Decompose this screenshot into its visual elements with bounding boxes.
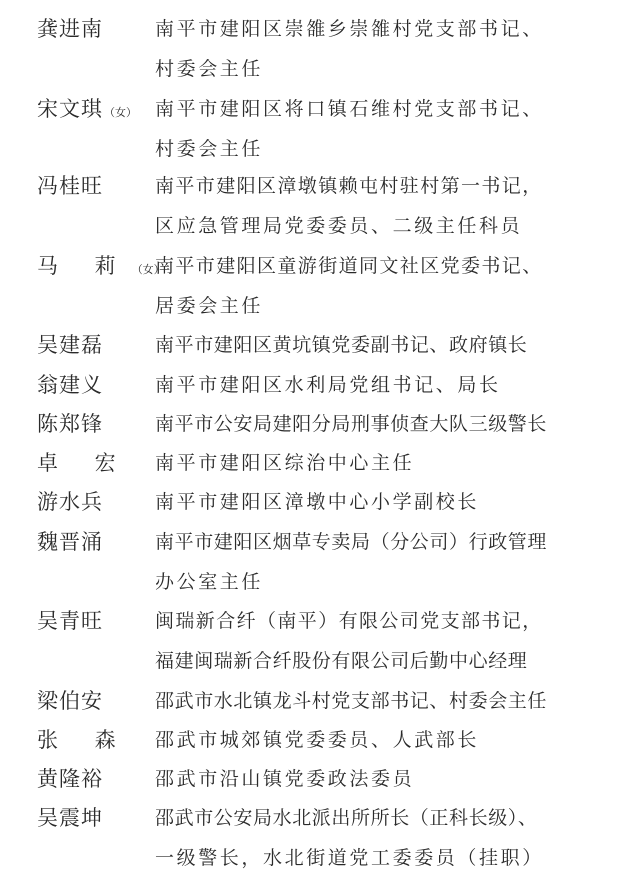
position-line: 村委会主任	[155, 58, 264, 80]
position-line: 南平市建阳区漳墩镇赖屯村驻村第一书记，	[155, 175, 543, 197]
position-description	[155, 443, 595, 483]
person-name	[37, 798, 103, 838]
person-name	[37, 681, 103, 721]
gender-note: （女）	[104, 106, 137, 119]
name-text: 宋文琪	[37, 97, 103, 121]
position-line: 邵武市沿山镇党委政法委员	[155, 768, 415, 790]
position-description	[155, 365, 595, 405]
position-line: 办公室主任	[155, 571, 264, 593]
position-description	[155, 681, 595, 721]
position-line: 闽瑞新合纤（南平）有限公司党支部书记，	[155, 610, 543, 632]
name-text: 卓 宏	[37, 451, 131, 475]
position-line: 南平市建阳区烟草专卖局（分公司）行政管理	[155, 531, 548, 553]
position-description	[155, 759, 595, 799]
position-description	[155, 166, 595, 246]
name-text: 陈郑锋	[37, 412, 103, 436]
position-description	[155, 404, 595, 444]
person-name	[37, 166, 103, 206]
position-line: 一级警长，水北街道党工委委员（挂职）	[155, 847, 544, 869]
person-name	[37, 9, 103, 49]
position-description	[155, 522, 595, 602]
position-description	[155, 9, 595, 89]
position-line: 区应急管理局党委委员、二级主任科员	[155, 215, 523, 237]
position-line: 福建闽瑞新合纤股份有限公司后勤中心经理	[155, 650, 528, 672]
position-line: 村委会主任	[155, 138, 264, 160]
position-line: 南平市建阳区童游街道同文社区党委书记、	[155, 255, 543, 277]
name-text: 吴青旺	[37, 609, 103, 633]
position-line: 南平市建阳区水利局党组书记、局长	[155, 374, 501, 396]
name-text: 马 莉	[37, 254, 131, 278]
name-text: 翁建义	[37, 373, 103, 397]
name-text: 龚进南	[37, 17, 103, 41]
position-line: 南平市建阳区黄坑镇党委副书记、政府镇长	[155, 334, 528, 356]
person-name	[37, 759, 103, 799]
name-text: 吴震坤	[37, 806, 103, 830]
person-name	[37, 365, 103, 405]
person-name	[37, 89, 137, 133]
person-name	[37, 601, 103, 641]
person-name	[37, 522, 103, 562]
position-line: 南平市建阳区将口镇石维村党支部书记、	[155, 98, 544, 120]
person-name	[37, 443, 131, 483]
position-line: 居委会主任	[155, 295, 264, 317]
name-text: 梁伯安	[37, 689, 103, 713]
person-name	[37, 720, 131, 760]
position-description	[155, 601, 595, 681]
person-name	[37, 404, 103, 444]
name-text: 黄隆裕	[37, 767, 103, 791]
name-text: 吴建磊	[37, 333, 103, 357]
gender-note: （女）	[131, 263, 165, 276]
position-description	[155, 798, 595, 878]
position-description	[155, 325, 595, 365]
position-line: 邵武市水北镇龙斗村党支部书记、村委会主任	[155, 690, 548, 712]
person-name	[37, 325, 103, 365]
position-description	[155, 246, 595, 326]
person-name	[37, 482, 103, 522]
position-description	[155, 89, 595, 169]
position-line: 南平市公安局建阳分局刑事侦查大队三级警长	[155, 413, 548, 435]
position-line: 南平市建阳区崇雒乡崇雒村党支部书记、	[155, 18, 544, 40]
name-text: 冯桂旺	[37, 174, 103, 198]
name-text: 魏晋涌	[37, 530, 103, 554]
position-line: 邵武市城郊镇党委委员、人武部长	[155, 729, 480, 751]
name-text: 张 森	[37, 728, 131, 752]
person-name	[37, 246, 165, 290]
position-line: 南平市建阳区综治中心主任	[155, 452, 415, 474]
position-line: 南平市建阳区漳墩中心小学副校长	[155, 491, 480, 513]
position-description	[155, 720, 595, 760]
name-text: 游水兵	[37, 490, 103, 514]
position-line: 邵武市公安局水北派出所所长（正科长级）、	[155, 807, 538, 829]
position-description	[155, 482, 595, 522]
